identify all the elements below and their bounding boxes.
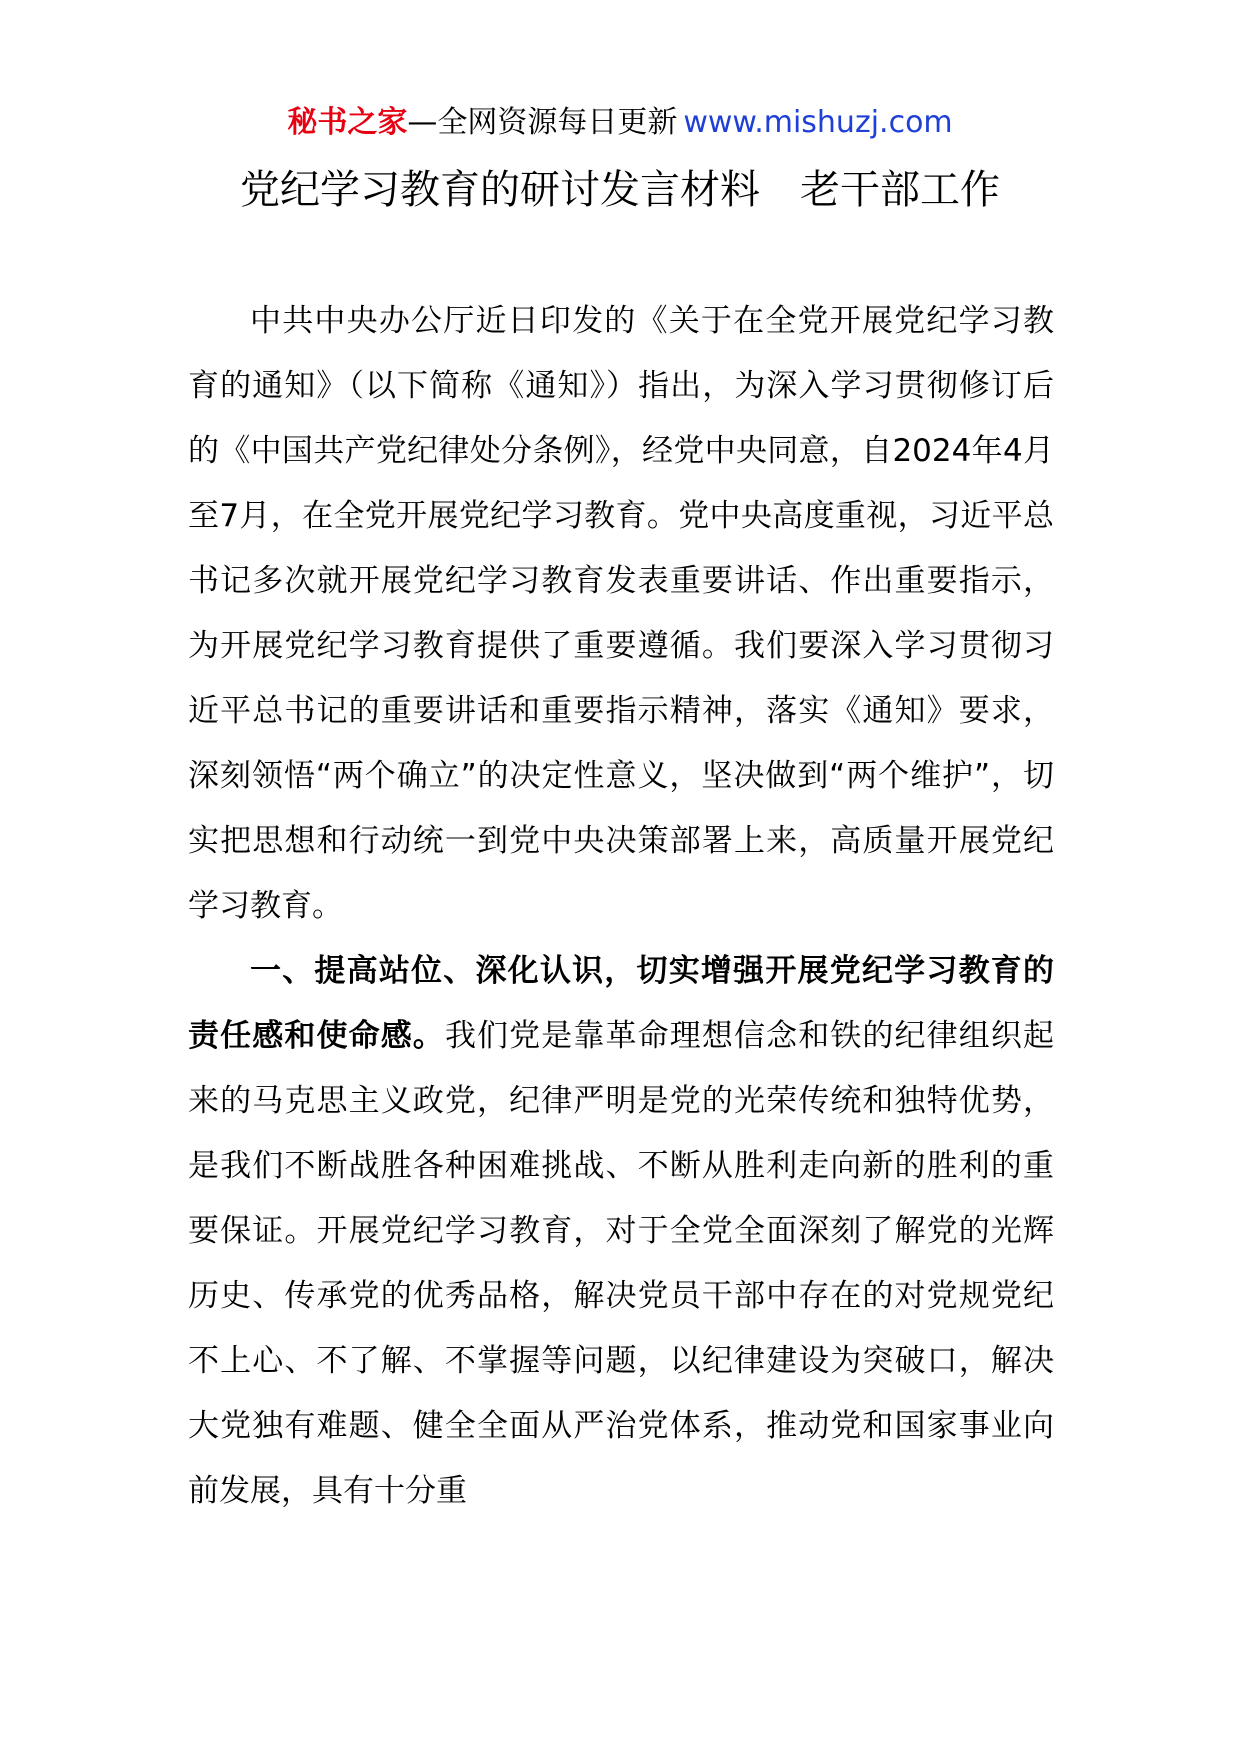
section-heading: 一、提高站位、深化认识，切实增强开展党纪学习教育的责任感和使命感。 <box>188 953 1054 1054</box>
brand-name: 秘书之家 <box>287 105 408 140</box>
paragraph-section-1 <box>188 939 1054 1524</box>
site-url-link[interactable]: www.mishuzj.com <box>683 105 953 140</box>
document-title: 党纪学习教育的研讨发言材料 老干部工作 <box>240 167 1000 213</box>
paragraph-intro: 中共中央办公厅近日印发的《关于在全党开展党纪学习教育的通知》（以下简称《通知》）指出，为深入学习贯彻修订后的《中国共产党纪律处分条例》，经党中央同意，自2024年4月至7月，在全党开展党纪学习教育。党中央高度重视，习近平总书记多次就开展党纪学习教育发表重要讲话、作出重要指示，为开展党纪学习教育提供了重要遵循。我们要深入学习贯彻习近平总书记的重要讲话和重要指示精神，落实《通知》要求，深刻领悟“两个确立”的决定性意义，坚决做到“两个维护”，切实把思想和行动统一到党中央决策部署上来，高质量开展党纪学习教育。 <box>188 303 1054 924</box>
site-tagline: —全网资源每日更新 <box>407 105 678 140</box>
site-header <box>0 103 1240 143</box>
section-body: 我们党是靠革命理想信念和铁的纪律组织起来的马克思主义政党，纪律严明是党的光荣传统和独特优势，是我们不断战胜各种困难挑战、不断从胜利走向新的胜利的重要保证。开展党纪学习教育，对于全党全面深刻了解党的光辉历史、传承党的优秀品格，解决党员干部中存在的对党规党纪不上心、不了解、不掌握等问题，以纪律建设为突破口，解决大党独有难题、健全全面从严治党体系，推动党和国家事业向前发展，具有十分重 <box>188 1018 1055 1509</box>
document-body <box>188 289 1054 1524</box>
